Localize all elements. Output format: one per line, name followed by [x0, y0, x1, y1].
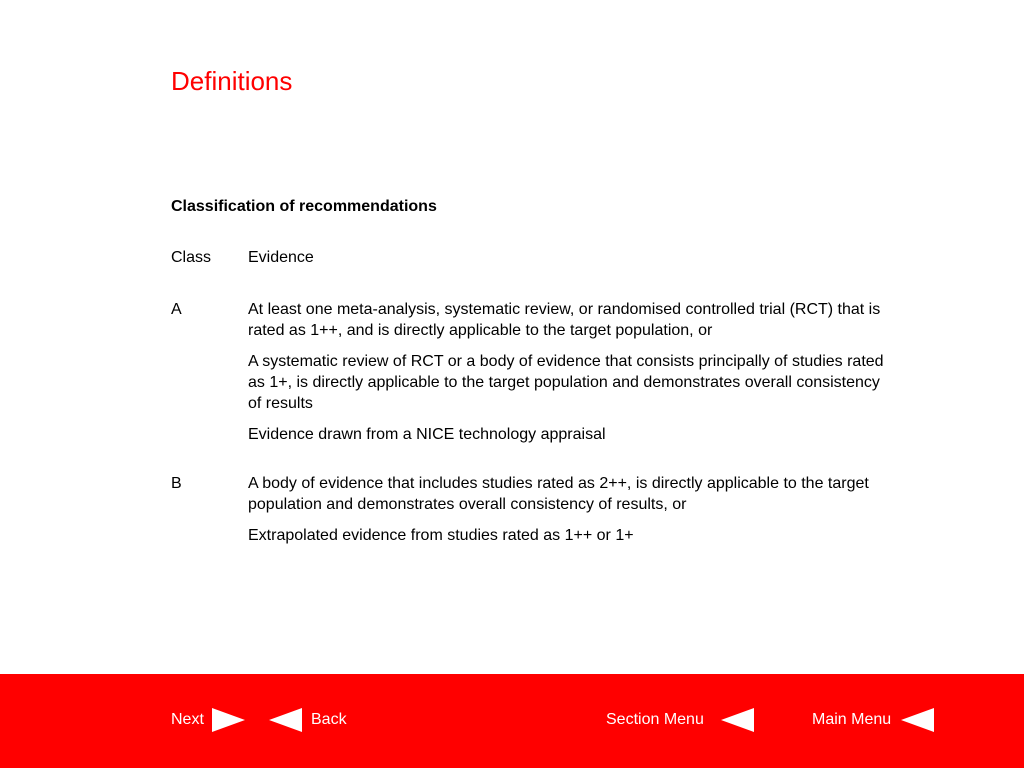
class-label-b: B — [171, 475, 182, 492]
main-menu-button[interactable] — [812, 708, 934, 732]
page-title: Definitions — [171, 66, 293, 96]
back-label: Back — [311, 711, 347, 728]
column-header-evidence: Evidence — [248, 249, 314, 266]
section-heading: Classification of recommendations — [171, 198, 437, 215]
evidence-b-item: A body of evidence that includes studies rated as 2++, is directly applicable to the target population and demonstrates overall consistency of results, or — [248, 475, 869, 513]
back-button[interactable] — [269, 708, 347, 732]
evidence-b — [248, 473, 893, 556]
column-header-class: Class — [171, 249, 212, 266]
evidence-a-item: Evidence drawn from a NICE technology appraisal — [248, 426, 606, 443]
arrow-right-icon — [212, 708, 245, 732]
arrow-left-icon — [721, 708, 754, 732]
arrow-left-icon — [269, 708, 302, 732]
next-label: Next — [171, 711, 204, 728]
section-menu-label: Section Menu — [606, 711, 704, 728]
arrow-left-icon — [901, 708, 934, 732]
section-menu-button[interactable] — [606, 708, 754, 732]
evidence-a-item: A systematic review of RCT or a body of evidence that consists principally of studies rated as 1+, is directly applicable to the target population and demonstrates overall consistency of results — [248, 353, 884, 412]
evidence-b-item: Extrapolated evidence from studies rated as 1++ or 1+ — [248, 527, 634, 544]
class-label-a: A — [171, 301, 182, 318]
evidence-a — [248, 299, 893, 455]
main-menu-label: Main Menu — [812, 711, 892, 728]
evidence-a-item: At least one meta-analysis, systematic review, or randomised controlled trial (RCT) that is rated as 1++, and is directly applicable to the target population, or — [248, 301, 881, 339]
next-button[interactable] — [171, 708, 245, 732]
